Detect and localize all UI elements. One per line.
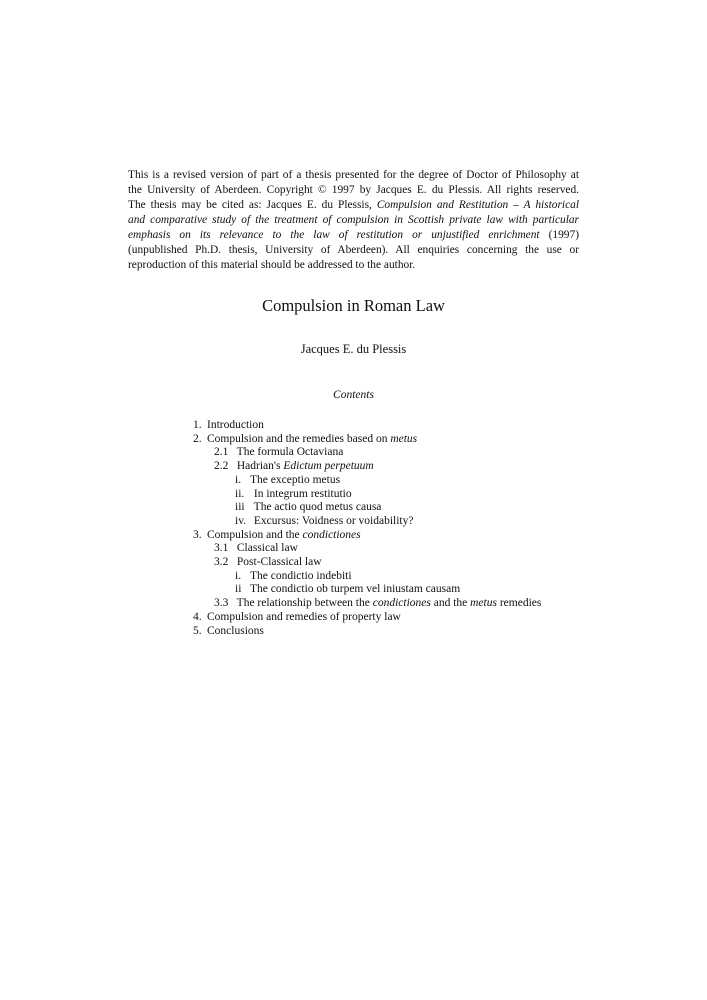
toc-number: 3.3 bbox=[214, 597, 229, 610]
toc-text: Post-Classical law bbox=[236, 556, 322, 569]
toc-text: The exceptio metus bbox=[250, 473, 341, 486]
toc-text: The condictio indebiti bbox=[250, 569, 352, 582]
thesis-title-part: emphasis on its relevance to the law of restitution or unjustified enrichment bbox=[128, 229, 540, 241]
toc-text: Compulsion and remedies of property law bbox=[207, 610, 401, 623]
contents-heading: Contents bbox=[333, 389, 374, 401]
toc-number: 2.2 bbox=[214, 460, 229, 473]
toc-text: Hadrian's bbox=[236, 460, 284, 473]
toc-entry bbox=[193, 542, 541, 556]
toc-text: Conclusions bbox=[207, 624, 264, 637]
toc-number: 1. bbox=[193, 419, 202, 431]
toc-entry bbox=[193, 419, 541, 433]
toc-entry bbox=[193, 515, 541, 529]
toc-number: iv. bbox=[235, 514, 247, 527]
toc-text-italic: metus bbox=[390, 432, 418, 445]
toc-number: 3.1 bbox=[214, 542, 229, 555]
toc-entry bbox=[193, 446, 541, 460]
toc-text: remedies bbox=[496, 597, 542, 610]
toc-text-italic: metus bbox=[470, 597, 497, 610]
toc-entry bbox=[193, 488, 541, 502]
thesis-year: (1997) bbox=[548, 229, 579, 241]
toc-entry bbox=[193, 570, 541, 584]
toc-number: 4. bbox=[193, 610, 202, 623]
toc-text-italic: Edictum perpetuum bbox=[283, 460, 374, 473]
toc-text: Classical law bbox=[236, 542, 298, 555]
toc-text: Compulsion and the remedies based on bbox=[207, 432, 391, 445]
document-author: Jacques E. du Plessis bbox=[300, 342, 407, 356]
toc-text: Compulsion and the bbox=[207, 528, 303, 541]
toc-number: 2. bbox=[193, 432, 202, 445]
toc-text: The actio quod metus causa bbox=[253, 501, 382, 514]
toc-number: ii. bbox=[235, 487, 245, 500]
thesis-title-part: Compulsion and Restitution – A historical bbox=[376, 199, 579, 211]
toc-entry bbox=[193, 460, 541, 474]
toc-number: iii bbox=[235, 501, 245, 514]
toc-text-italic: condictiones bbox=[302, 528, 361, 541]
notice-line: (unpublished Ph.D. thesis, University of Aberdeen). All enquiries concerning the use or bbox=[128, 244, 579, 256]
thesis-title-line: and comparative study of the treatment of compulsion in Scottish private law with particular bbox=[128, 214, 579, 226]
toc-entry bbox=[193, 625, 541, 639]
toc-entry bbox=[193, 583, 541, 597]
table-of-contents bbox=[193, 419, 541, 638]
toc-entry bbox=[193, 556, 541, 570]
toc-number: i. bbox=[235, 473, 242, 486]
toc-number: 2.1 bbox=[214, 446, 229, 459]
toc-entry bbox=[193, 529, 541, 543]
copyright-notice bbox=[128, 168, 579, 273]
toc-text: In integrum restitutio bbox=[253, 487, 352, 500]
notice-line: the University of Aberdeen. Copyright © 1997 by Jacques E. du Plessis. All rights reserved. bbox=[128, 184, 579, 196]
notice-text: The thesis may be cited as: Jacques E. du Plessis, bbox=[128, 199, 372, 211]
toc-text: The formula Octaviana bbox=[236, 446, 344, 459]
notice-line: This is a revised version of part of a thesis presented for the degree of Doctor of Philosophy at bbox=[128, 169, 579, 181]
toc-text: The condictio ob turpem vel iniustam causam bbox=[250, 583, 461, 596]
notice-line: reproduction of this material should be addressed to the author. bbox=[128, 259, 416, 271]
toc-number: 3. bbox=[193, 528, 202, 541]
toc-entry bbox=[193, 433, 541, 447]
notice-line bbox=[128, 228, 579, 243]
toc-number: i. bbox=[235, 569, 242, 582]
toc-number: ii bbox=[235, 583, 242, 596]
toc-text: and the bbox=[430, 597, 471, 610]
document-title: Compulsion in Roman Law bbox=[262, 296, 445, 315]
notice-line bbox=[128, 198, 579, 213]
toc-entry bbox=[193, 611, 541, 625]
toc-text-italic: condictiones bbox=[372, 597, 431, 610]
toc-number: 3.2 bbox=[214, 556, 229, 569]
toc-text: Excursus: Voidness or voidability? bbox=[253, 514, 414, 527]
toc-entry bbox=[193, 597, 541, 611]
toc-text: Introduction bbox=[207, 419, 264, 431]
toc-text: The relationship between the bbox=[236, 597, 373, 610]
toc-entry bbox=[193, 474, 541, 488]
toc-entry bbox=[193, 501, 541, 515]
toc-number: 5. bbox=[193, 624, 202, 637]
